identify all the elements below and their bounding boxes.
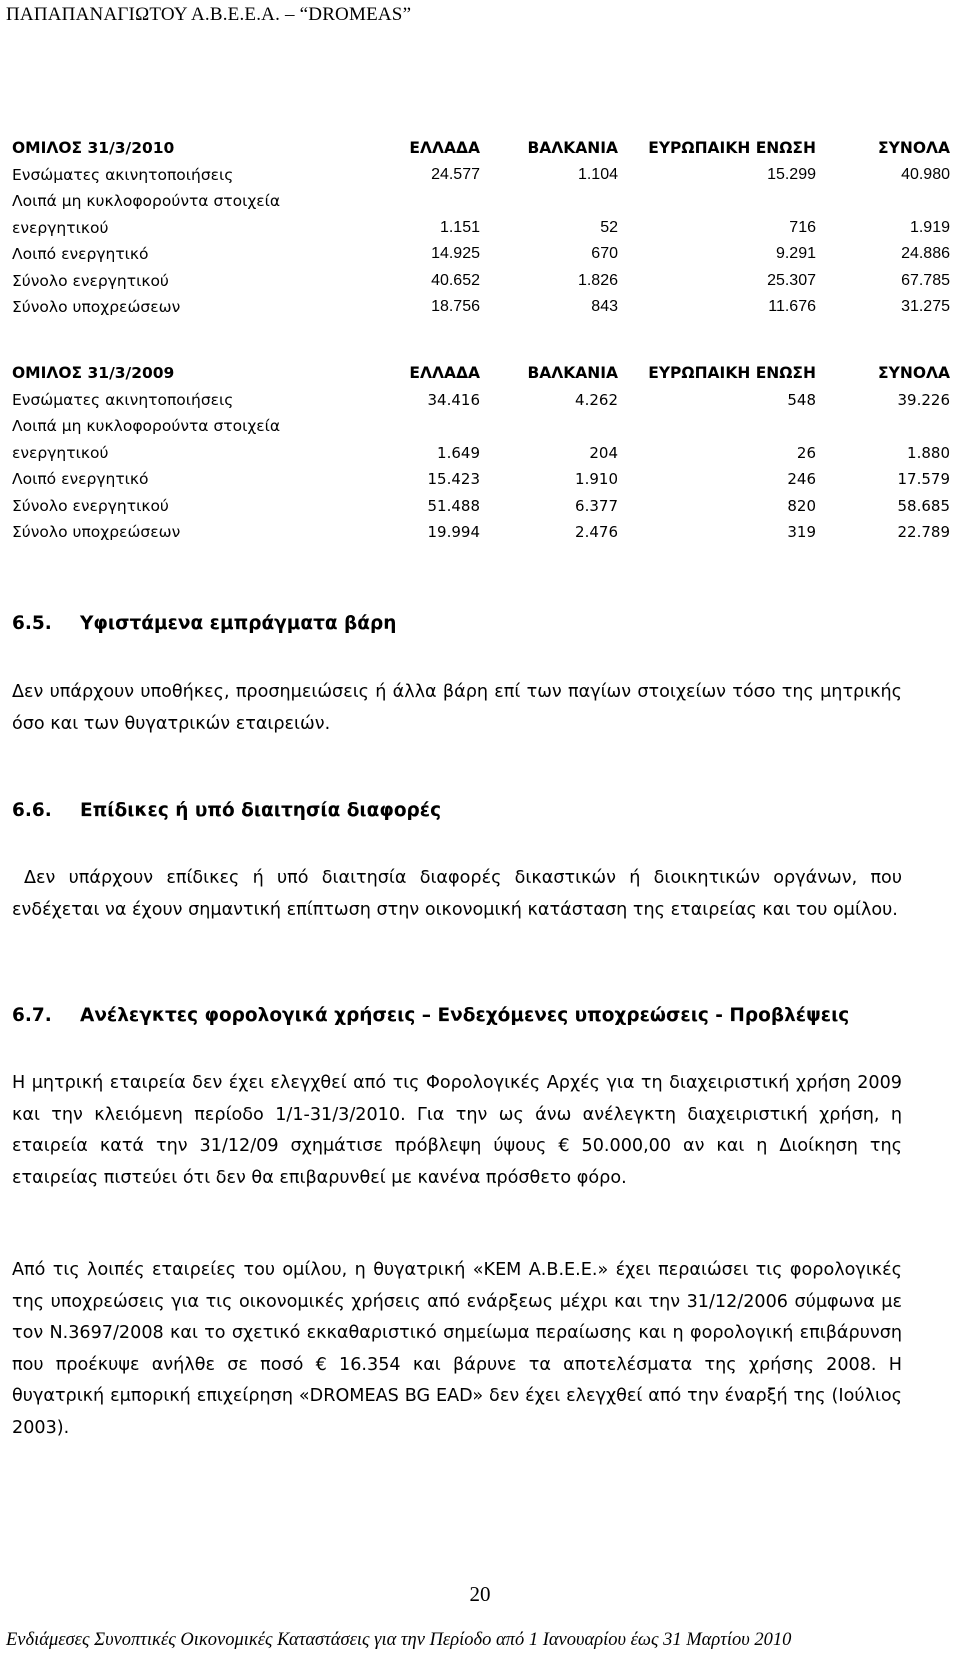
footer-text: Ενδιάμεσες Συνοπτικές Οικονομικές Καταστάσεις για την Περίοδο από 1 Ιανουαρίου έως 31 Μαρτίου 2010	[6, 1630, 792, 1650]
section-title: Ανέλεγκτες φορολογικά χρήσεις – Ενδεχόμενες υποχρεώσεις - Προβλέψεις	[80, 1005, 850, 1026]
table-row	[12, 294, 950, 321]
cell-value: 40.652	[431, 271, 480, 289]
section-paragraph: Δεν υπάρχουν επίδικες ή υπό διαιτησία διαφορές δικαστικών ή διοικητικών οργάνων, που ενδέχεται να έχουν σημαντική επίπτωση στην οικονομική κατάσταση της εταιρείας και του ομίλου.	[12, 868, 902, 920]
cell-value: 22.789	[897, 523, 950, 541]
row-label: Ενσώματες ακινητοποιήσεις	[12, 165, 234, 184]
cell-value: 670	[591, 245, 618, 262]
table-row	[12, 466, 950, 493]
column-header: ΒΑΛΚΑΝΙΑ	[527, 364, 618, 382]
section-paragraph: Από τις λοιπές εταιρείες του ομίλου, η θυγατρική «ΚΕΜ Α.Β.Ε.Ε.» έχει περαιώσει τις φορολογικές της υποχρεώσεις για τις οικονομικές χρήσεις από ενάρξεως μέχρι και την 31/12/2006 σύμφωνα με τον Ν.3697/2008 και το σχετικό εκκαθαριστικό σημείωμα περαίωσης και η φορολογική επιβάρυνση που προέκυψε ανήλθε σε ποσό € 16.354 και βάρυνε τα αποτελέσματα της χρήσης 2008. Η θυγατρική εμπορική επιχείρηση «DROMEAS BG EAD» δεν έχει ελεγχθεί από την έναρξή της (Ιούλιος 2003).	[12, 1260, 902, 1438]
section-title: Επίδικες ή υπό διαιτησία διαφορές	[80, 800, 442, 821]
row-label: Σύνολο υποχρεώσεων	[12, 298, 181, 316]
cell-value: 1.826	[577, 271, 618, 289]
segment-table-2010	[12, 135, 950, 321]
column-header: ΣΥΝΟΛΑ	[878, 139, 950, 157]
page-number: 20	[469, 1582, 491, 1606]
section-number: 6.7.	[12, 1005, 52, 1026]
section-heading-6-7	[12, 1005, 849, 1026]
table-row	[12, 387, 950, 414]
cell-value: 31.275	[901, 298, 950, 315]
column-header: ΕΥΡΩΠΑΙΚΗ ΕΝΩΣΗ	[648, 364, 816, 382]
cell-value	[816, 413, 950, 440]
row-label: ενεργητικού	[12, 443, 109, 462]
table-row	[12, 241, 950, 268]
section-paragraph: Η μητρική εταιρεία δεν έχει ελεγχθεί από τις Φορολογικές Αρχές για τη διαχειριστική χρήση 2009 και την κλειόμενη περίοδο 1/1-31/3/2010. Για την ως άνω ανέλεγκτη διαχειριστική χρήση, η εταιρεία κατά την 31/12/09 σχημάτισε πρόβλεψη ύψους € 50.000,00 αν και η Διοίκηση της εταιρείας πιστεύει ότι δεν θα επιβαρυνθεί με κανένα πρόσθετο φόρο.	[12, 1073, 902, 1188]
cell-value: 11.676	[768, 298, 816, 315]
cell-value: 1.104	[577, 165, 618, 183]
cell-value: 58.685	[897, 496, 950, 515]
cell-value: 548	[787, 390, 816, 409]
row-label: Λοιπό ενεργητικό	[12, 470, 149, 488]
cell-value: 2.476	[575, 523, 618, 541]
row-label: Σύνολο ενεργητικού	[12, 271, 169, 290]
table-header-row	[12, 135, 950, 162]
column-header: ΣΥΝΟΛΑ	[878, 364, 950, 382]
cell-value: 820	[787, 496, 816, 515]
cell-value	[816, 188, 950, 215]
cell-value: 6.377	[575, 496, 618, 515]
cell-value: 52	[600, 218, 618, 236]
cell-value: 1.910	[575, 470, 618, 488]
table-row	[12, 493, 950, 520]
table-title: ΟΜΙΛΟΣ 31/3/2010	[12, 139, 175, 157]
cell-value	[618, 188, 816, 215]
cell-value: 1.880	[907, 443, 950, 462]
table-row	[12, 519, 950, 546]
column-header: ΕΛΛΑΔΑ	[409, 364, 480, 382]
column-header: ΕΥΡΩΠΑΙΚΗ ΕΝΩΣΗ	[648, 139, 816, 157]
cell-value: 319	[787, 523, 816, 541]
table-header-row	[12, 360, 950, 387]
table-row	[12, 162, 950, 189]
cell-value	[362, 413, 480, 440]
cell-value: 4.262	[575, 390, 618, 409]
table-title: ΟΜΙΛΟΣ 31/3/2009	[12, 364, 175, 382]
cell-value	[480, 188, 618, 215]
cell-value: 18.756	[431, 298, 480, 315]
cell-value: 17.579	[897, 470, 950, 488]
cell-value: 9.291	[775, 245, 816, 262]
row-label: Λοιπό ενεργητικό	[12, 245, 149, 263]
row-label: ενεργητικού	[12, 218, 109, 237]
column-header: ΕΛΛΑΔΑ	[409, 139, 480, 157]
row-label: Ενσώματες ακινητοποιήσεις	[12, 390, 234, 409]
cell-value: 24.886	[901, 245, 950, 262]
section-title: Υφιστάμενα εμπράγματα βάρη	[80, 613, 397, 634]
cell-value: 1.649	[437, 443, 480, 462]
row-label: Λοιπά μη κυκλοφορούντα στοιχεία	[12, 417, 281, 435]
cell-value: 15.423	[427, 470, 480, 488]
running-header: ΠΑΠΑΠΑΝΑΓΙΩΤΟΥ Α.Β.Ε.Ε.Α. – “DROMEAS”	[6, 4, 412, 25]
column-header: ΒΑΛΚΑΝΙΑ	[527, 139, 618, 157]
table-row	[12, 215, 950, 242]
cell-value: 716	[789, 218, 816, 236]
cell-value	[618, 413, 816, 440]
cell-value: 246	[787, 470, 816, 488]
row-label: Λοιπά μη κυκλοφορούντα στοιχεία	[12, 192, 281, 210]
cell-value: 40.980	[901, 165, 950, 183]
segment-table-2009	[12, 360, 950, 546]
cell-value: 1.151	[439, 218, 480, 236]
cell-value: 204	[589, 443, 618, 462]
cell-value: 15.299	[767, 165, 816, 183]
cell-value: 26	[796, 443, 816, 462]
cell-value: 843	[591, 298, 618, 315]
section-heading-6-6	[12, 800, 441, 821]
cell-value: 39.226	[897, 390, 950, 409]
cell-value: 25.307	[767, 271, 816, 289]
cell-value: 24.577	[431, 165, 480, 183]
cell-value: 34.416	[427, 390, 480, 409]
row-label: Σύνολο ενεργητικού	[12, 496, 169, 515]
cell-value: 19.994	[427, 523, 480, 541]
cell-value: 51.488	[427, 496, 480, 515]
cell-value: 14.925	[431, 245, 480, 262]
cell-value	[362, 188, 480, 215]
row-label: Σύνολο υποχρεώσεων	[12, 523, 181, 541]
section-paragraph: Δεν υπάρχουν υποθήκες, προσημειώσεις ή άλλα βάρη επί των παγίων στοιχείων τόσο της μητρικής όσο και των θυγατρικών εταιρειών.	[12, 682, 902, 734]
cell-value	[480, 413, 618, 440]
table-row	[12, 188, 950, 215]
cell-value: 1.919	[909, 218, 950, 236]
table-row	[12, 268, 950, 295]
section-heading-6-5	[12, 613, 396, 634]
section-number: 6.5.	[12, 613, 52, 634]
table-row	[12, 413, 950, 440]
section-number: 6.6.	[12, 800, 52, 821]
cell-value: 67.785	[901, 271, 950, 289]
table-row	[12, 440, 950, 467]
